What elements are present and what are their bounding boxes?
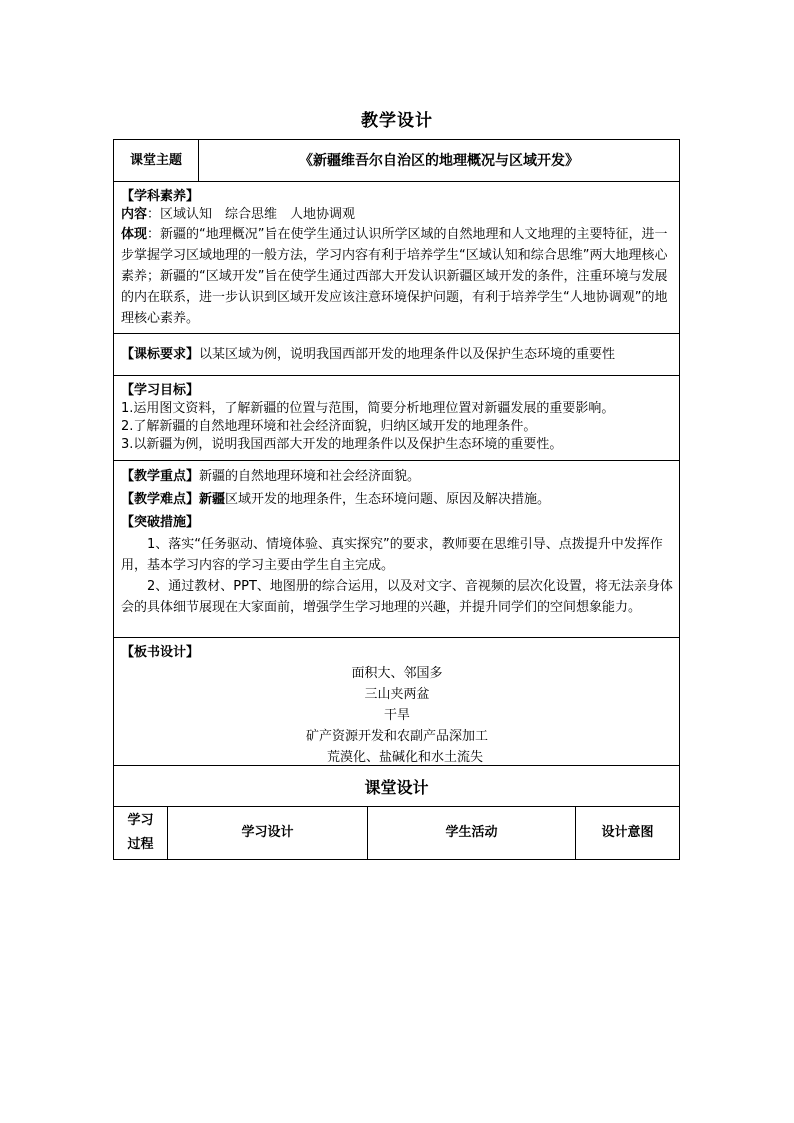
objective-item: 2.了解新疆的自然地理环境和社会经济面貌，归纳区域开发的地理条件。	[121, 419, 537, 434]
measures-heading: 【突破措施】	[121, 515, 200, 530]
embody-value: ：新疆的“地理概况”旨在使学生通过认识所学区域的自然地理和人文地理的主要特征，进一步掌握学习区域地理的一般方法，学习内容有利于培养学生“区域认知和综合思维”两大地理核心素养；新疆的“区域开发”旨在使学生通过西部大开发认识新疆区域开发的条件，注重环境与发展的内在联系，进一步认识到区域开发应该注意环境保护问题，有利于培养学生“人地协调观”的地理核心素养。	[121, 227, 668, 326]
key-points-value: 新疆的自然地理环境和社会经济面貌。	[199, 469, 421, 484]
learning-design-header-cell	[168, 807, 368, 859]
student-activity-header: 学生活动	[445, 825, 498, 840]
board-heading: 【板书设计】	[121, 645, 200, 660]
process-header-line1: 学习	[127, 813, 154, 828]
topic-label: 课堂主题	[129, 152, 182, 168]
embody-label: 体现	[121, 227, 148, 242]
objective-item: 3.以新疆为例，说明我国西部大开发的地理条件以及保护生态环境的重要性。	[121, 437, 563, 452]
class-design-heading: 课堂设计	[364, 777, 429, 797]
board-design-row	[113, 638, 680, 766]
lesson-plan-table	[113, 139, 680, 860]
standard-row	[113, 334, 680, 376]
key-points	[121, 465, 673, 488]
content-value: ：区域认知 综合思维 人地协调观	[147, 207, 356, 222]
board-line: 面积大、邻国多	[351, 666, 443, 681]
literacy-content	[121, 206, 673, 224]
topic-row	[113, 139, 680, 182]
content-label: 内容	[121, 207, 148, 222]
board-line: 荒漠化、盐碱化和水土流失	[326, 750, 483, 765]
key-points-label: 【教学重点】	[121, 469, 200, 484]
learning-design-header: 学习设计	[241, 825, 294, 840]
standard-value: 以某区域为例，说明我国西部开发的地理条件以及保护生态环境的重要性	[199, 346, 616, 362]
standard-text	[114, 344, 621, 366]
difficult-points-label: 【教学难点】	[121, 492, 200, 507]
process-header-line2: 过程	[127, 837, 154, 852]
literacy-heading: 【学科素养】	[121, 189, 200, 204]
design-intent-header-cell	[576, 807, 679, 859]
standard-label: 【课标要求】	[121, 346, 200, 362]
literacy-row	[113, 182, 680, 334]
topic-value-cell	[199, 140, 679, 181]
difficult-points-value: 区域开发的地理条件，生态环境问题、原因及解决措施。	[225, 492, 551, 507]
process-header-cell	[114, 807, 168, 859]
objectives-heading: 【学习目标】	[121, 383, 200, 398]
objectives-row	[113, 376, 680, 461]
measure-item: 1、落实“任务驱动、情境体验、真实探究”的要求，教师要在思维引导、点拨提升中发挥作用，基本学习内容的学习主要由学生自主完成。	[121, 537, 663, 573]
difficult-points-prefix: 新疆	[199, 492, 226, 507]
class-design-header-row	[113, 807, 680, 860]
difficult-points	[121, 488, 673, 511]
board-line: 三山夹两盆	[364, 687, 430, 702]
topic-title: 《新疆维吾尔自治区的地理概况与区域开发》	[299, 152, 579, 169]
class-design-heading-row	[113, 766, 680, 807]
student-activity-header-cell	[368, 807, 576, 859]
measure-item: 2、通过教材、PPT、地图册的综合运用，以及对文字、音视频的层次化设置，将无法亲身体会的具体细节展现在大家面前，增强学生学习地理的兴趣，并提升同学们的空间想象能力。	[121, 579, 673, 615]
design-intent-header: 设计意图	[601, 825, 654, 840]
objective-item: 1.运用图文资料，了解新疆的位置与范围，简要分析地理位置对新疆发展的重要影响。	[121, 401, 615, 416]
board-line: 干旱	[383, 708, 410, 723]
board-line: 矿产资源开发和农副产品深加工	[305, 729, 488, 744]
teaching-points-row	[113, 461, 680, 638]
topic-label-cell	[114, 140, 199, 181]
document-title: 教学设计	[361, 111, 433, 131]
literacy-embody	[121, 224, 673, 329]
